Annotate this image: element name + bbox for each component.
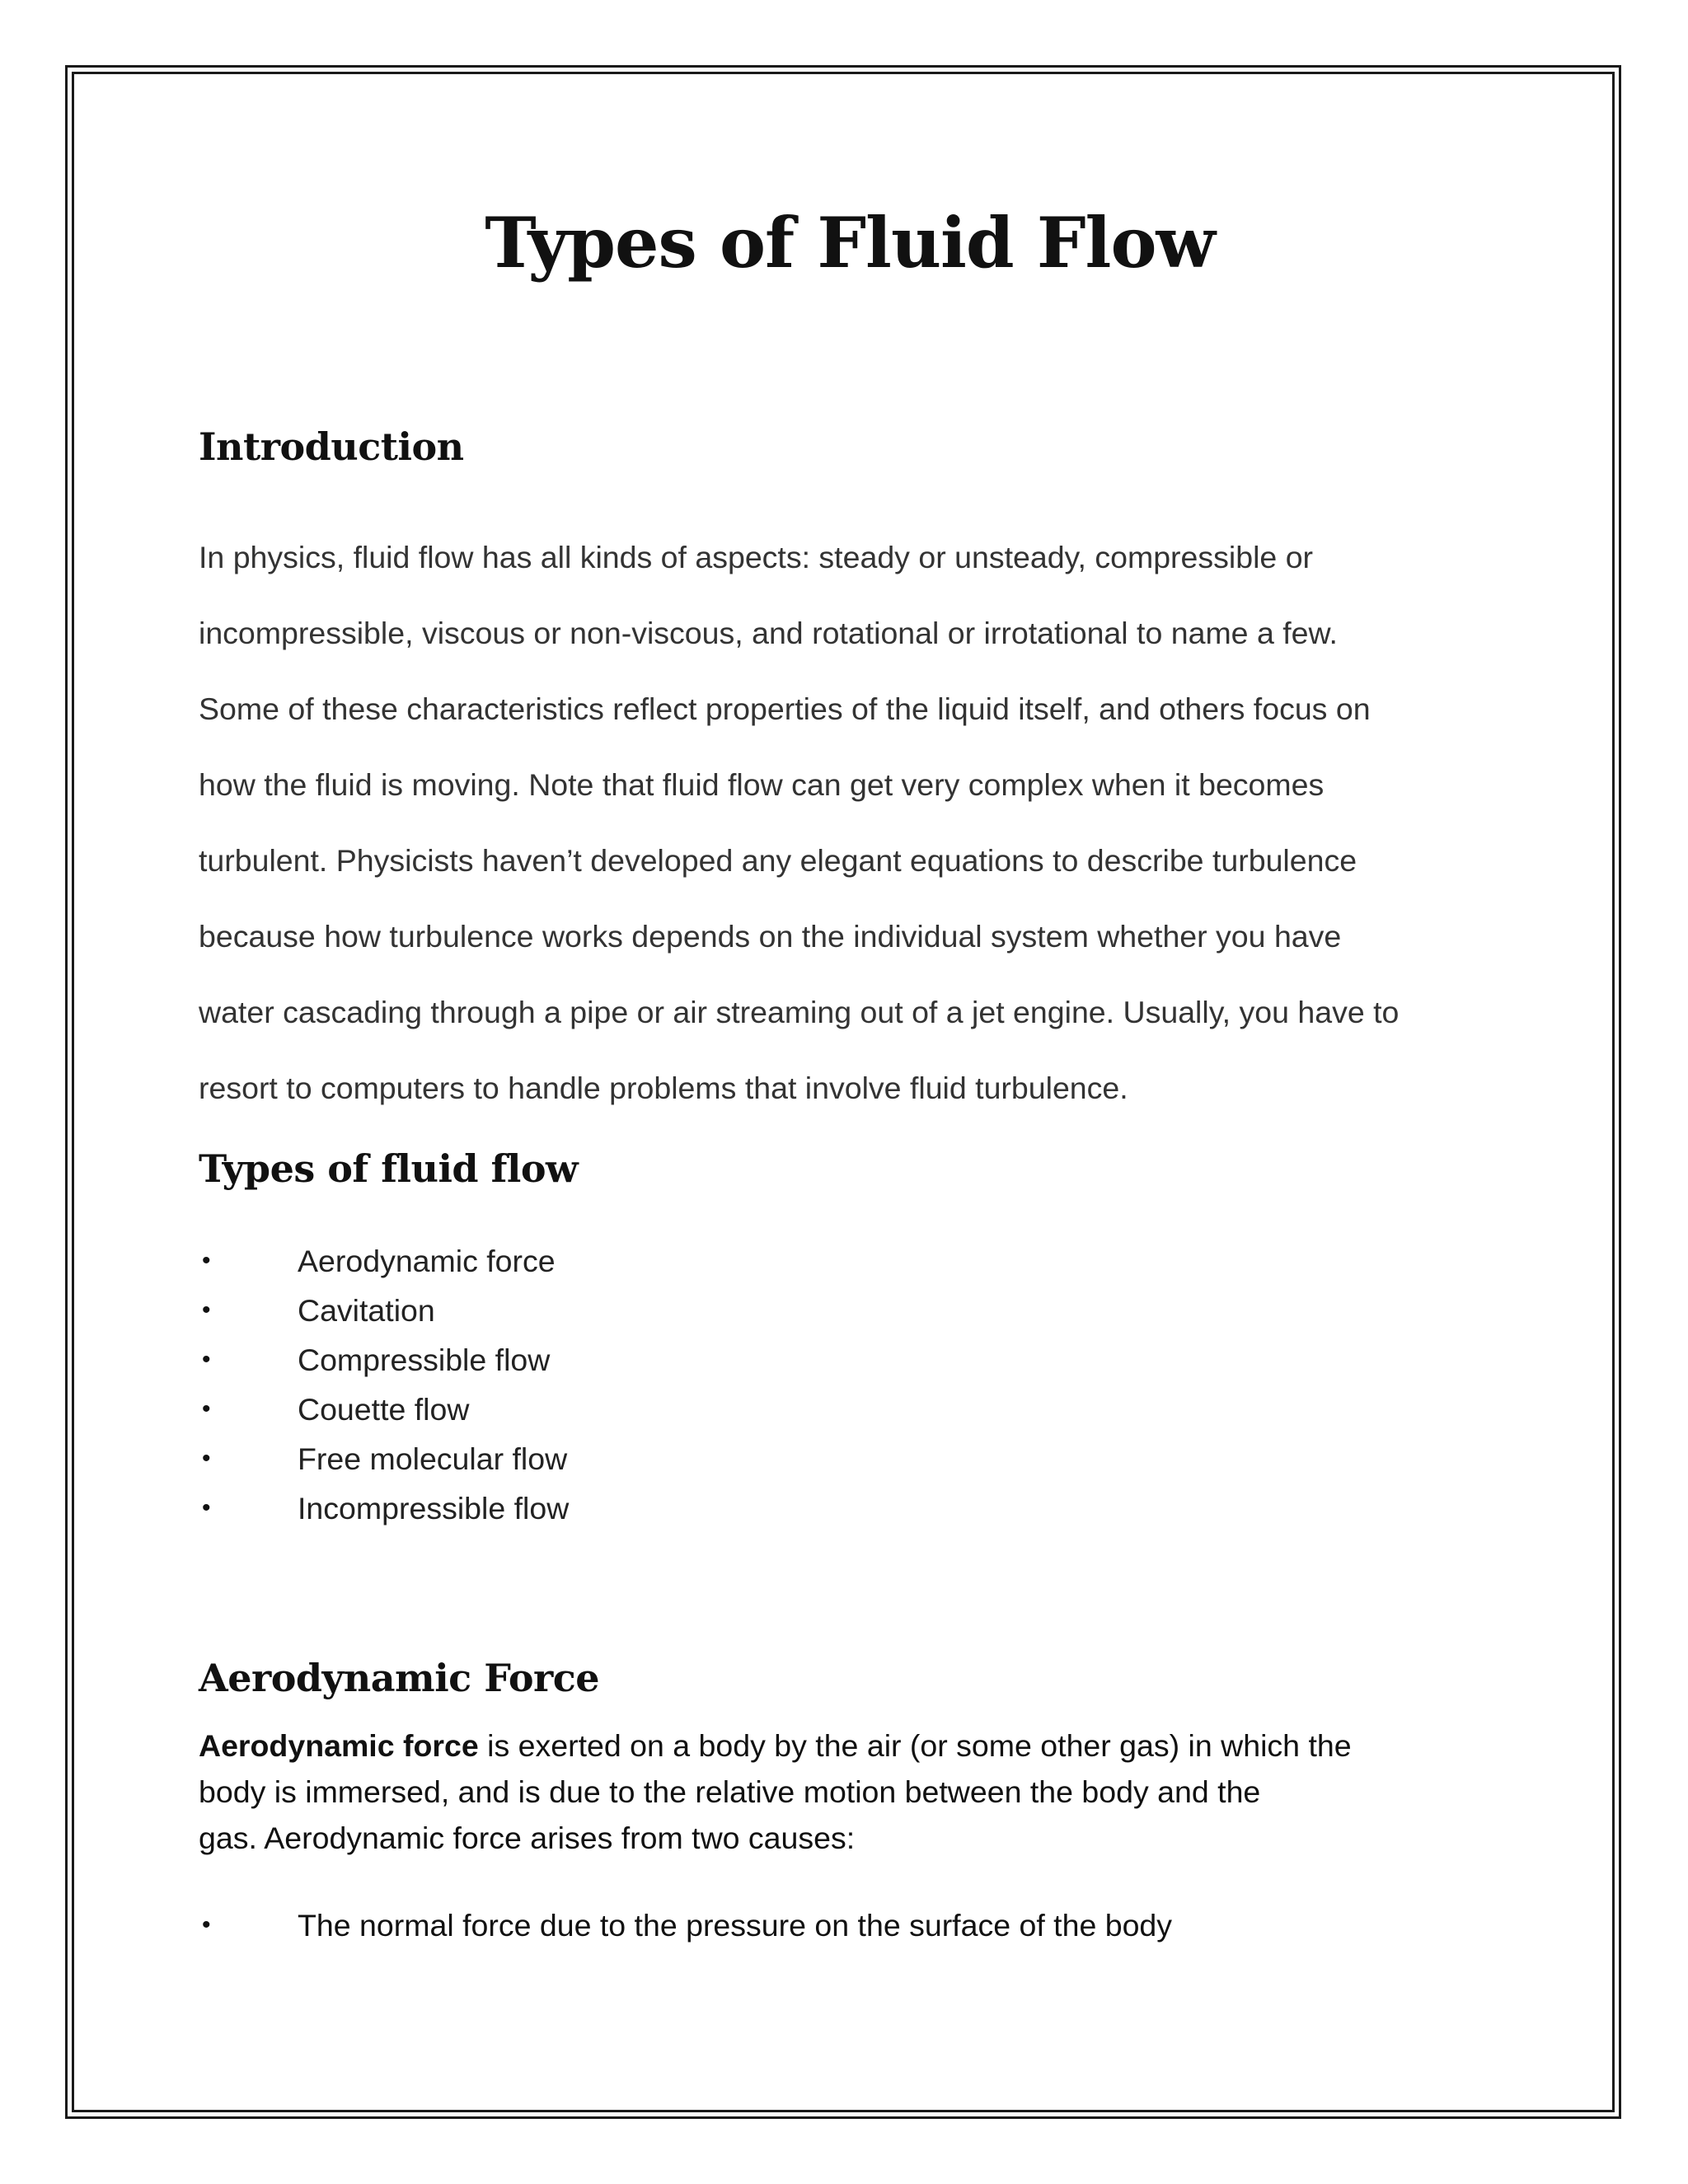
aero-line: gas. Aerodynamic force arises from two causes: bbox=[199, 1821, 856, 1855]
aero-line-rest: is exerted on a body by the air (or some other gas) in which the bbox=[478, 1728, 1352, 1763]
aerodynamic-heading: Aerodynamic Force bbox=[199, 1656, 600, 1700]
aero-line bbox=[199, 1722, 1517, 1769]
intro-line: incompressible, viscous or non-viscous, and rotational or irrotational to name a few. bbox=[199, 616, 1338, 650]
bullet-icon: • bbox=[202, 1911, 211, 1938]
types-heading: Types of fluid flow bbox=[199, 1146, 579, 1191]
bullet-icon: • bbox=[202, 1445, 211, 1472]
intro-line: In physics, fluid flow has all kinds of aspects: steady or unsteady, compressible or bbox=[199, 540, 1314, 574]
list-item-text: Couette flow bbox=[298, 1392, 470, 1427]
intro-line: Some of these characteristics reflect properties of the liquid itself, and others focus on bbox=[199, 691, 1371, 726]
list-item-text: Incompressible flow bbox=[298, 1491, 570, 1526]
bullet-icon: • bbox=[202, 1395, 211, 1422]
list-item-text: Compressible flow bbox=[298, 1343, 551, 1377]
intro-line: turbulent. Physicists haven’t developed any elegant equations to describe turbulence bbox=[199, 843, 1357, 878]
list-item-text: Aerodynamic force bbox=[298, 1244, 556, 1278]
bullet-icon: • bbox=[202, 1296, 211, 1324]
introduction-heading: Introduction bbox=[199, 424, 464, 469]
list-item-text: Cavitation bbox=[298, 1293, 435, 1328]
aero-line: body is immersed, and is due to the relative motion between the body and the bbox=[199, 1774, 1261, 1809]
aero-bold-term: Aerodynamic force bbox=[199, 1728, 479, 1763]
intro-line: how the fluid is moving. Note that fluid flow can get very complex when it becomes bbox=[199, 767, 1325, 802]
intro-line: resort to computers to handle problems that involve fluid turbulence. bbox=[199, 1071, 1128, 1105]
intro-line: water cascading through a pipe or air streaming out of a jet engine. Usually, you have to bbox=[199, 995, 1400, 1029]
bullet-icon: • bbox=[202, 1494, 211, 1521]
document-title: Types of Fluid Flow bbox=[485, 202, 1215, 284]
bullet-icon: • bbox=[202, 1346, 211, 1373]
intro-line: because how turbulence works depends on the individual system whether you have bbox=[199, 919, 1342, 954]
aerodynamic-paragraph bbox=[199, 1722, 1517, 1861]
list-item-text: The normal force due to the pressure on the surface of the body bbox=[298, 1908, 1173, 1943]
bullet-icon: • bbox=[202, 1247, 211, 1274]
introduction-paragraph bbox=[199, 519, 1517, 1126]
list-item-text: Free molecular flow bbox=[298, 1441, 568, 1476]
